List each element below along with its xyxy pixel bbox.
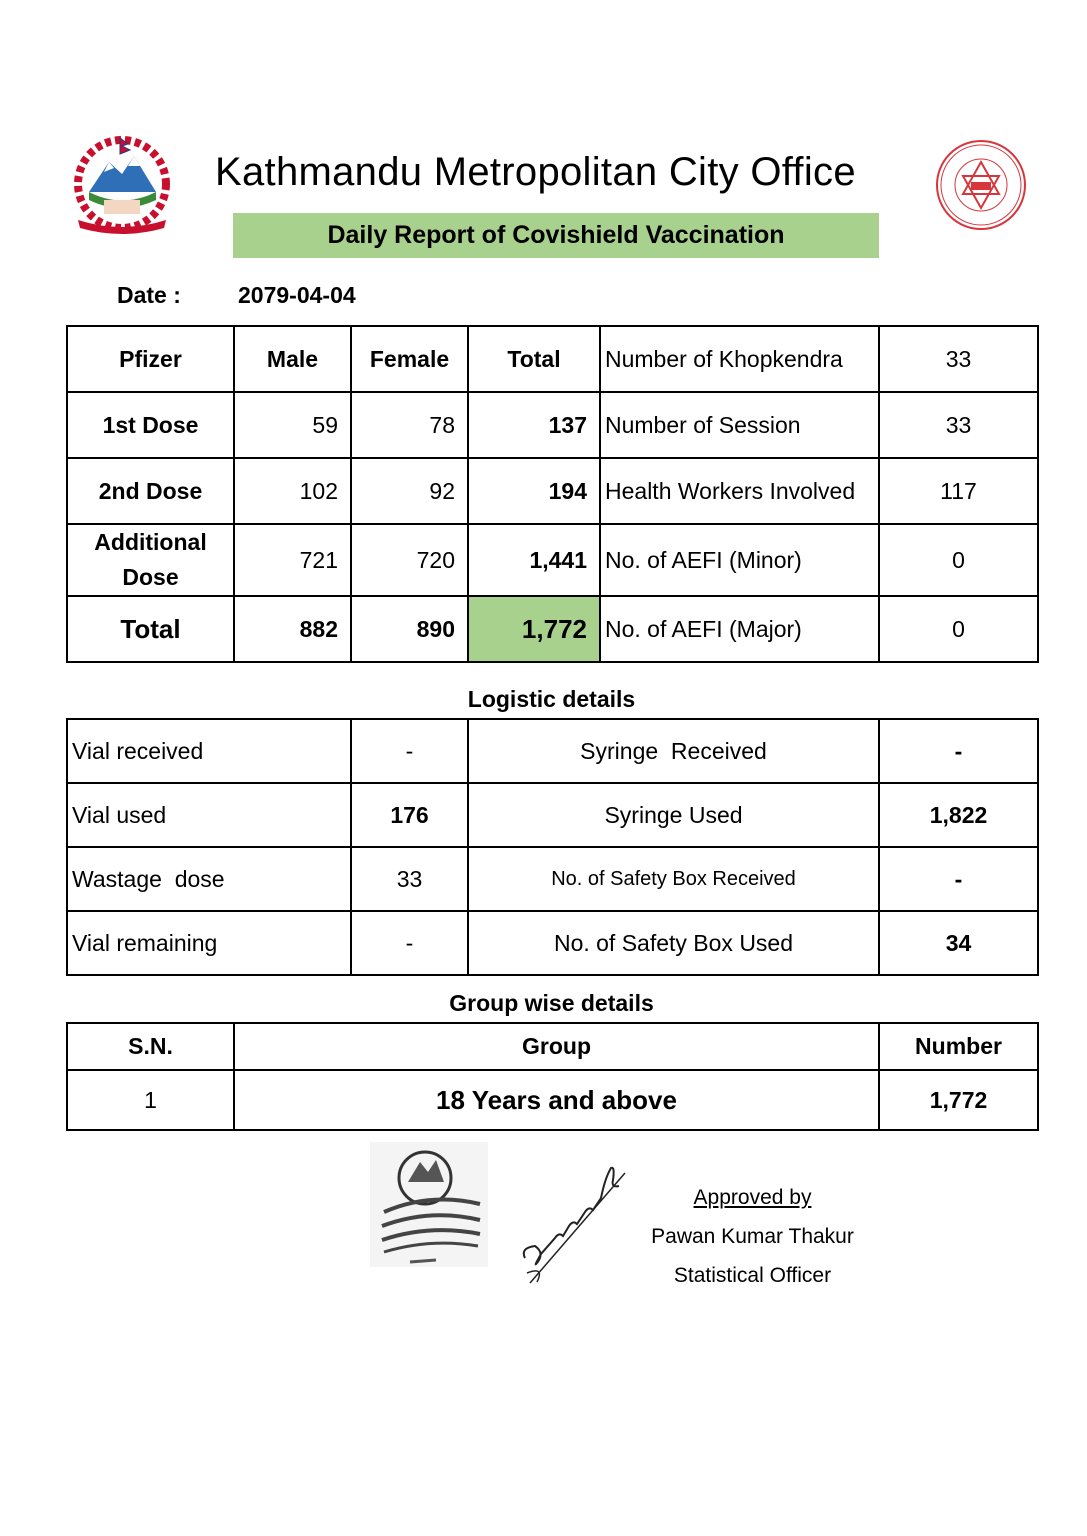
approval-block	[640, 1178, 865, 1295]
logistic-value: 1,822	[879, 783, 1038, 847]
column-header: S.N.	[67, 1023, 234, 1070]
groups-table	[66, 1022, 1039, 1131]
nepal-emblem-icon	[64, 134, 180, 234]
groups-title: Group wise details	[449, 990, 654, 1016]
stat-label: Number of Session	[600, 392, 879, 458]
logistics-title: Logistic details	[467, 686, 636, 712]
dose-label: Total	[67, 596, 234, 662]
stat-label: No. of AEFI (Minor)	[600, 524, 879, 596]
table-row	[67, 719, 1038, 783]
logistic-value: -	[351, 719, 468, 783]
number-value: 1,772	[879, 1070, 1038, 1130]
table-row	[67, 1070, 1038, 1130]
male-value: 882	[234, 596, 351, 662]
report-subtitle: Daily Report of Covishield Vaccination	[233, 213, 879, 258]
column-header: Number	[879, 1023, 1038, 1070]
vaccination-table	[66, 325, 1039, 663]
table-row	[67, 911, 1038, 975]
male-value: 102	[234, 458, 351, 524]
logistic-label: No. of Safety Box Received	[468, 847, 879, 911]
female-value: 720	[351, 524, 468, 596]
group-value: 18 Years and above	[234, 1070, 879, 1130]
approved-by-label: Approved by	[693, 1186, 812, 1209]
kathmandu-metropolitan-seal-icon	[933, 138, 1029, 232]
stat-value: 33	[879, 392, 1038, 458]
stat-label: No. of AEFI (Major)	[600, 596, 879, 662]
column-header: Male	[234, 326, 351, 392]
table-header-row	[67, 326, 1038, 392]
dose-label: 1st Dose	[67, 392, 234, 458]
stat-value: 0	[879, 524, 1038, 596]
column-header: Pfizer	[67, 326, 234, 392]
logistic-value: 176	[351, 783, 468, 847]
page-title: Kathmandu Metropolitan City Office	[215, 150, 856, 194]
logistic-label: Vial remaining	[67, 911, 351, 975]
logistic-label: Vial used	[67, 783, 351, 847]
logistic-value: 34	[879, 911, 1038, 975]
column-header: Total	[468, 326, 600, 392]
total-value: 1,441	[468, 524, 600, 596]
stat-value: 0	[879, 596, 1038, 662]
female-value: 78	[351, 392, 468, 458]
table-header-row	[67, 1023, 1038, 1070]
approver-name: Pawan Kumar Thakur	[651, 1225, 854, 1248]
male-value: 721	[234, 524, 351, 596]
logistic-label: No. of Safety Box Used	[468, 911, 879, 975]
logistic-value: -	[879, 719, 1038, 783]
date-label: Date :	[117, 282, 181, 308]
stat-label: Number of Khopkendra	[600, 326, 879, 392]
table-row	[67, 783, 1038, 847]
logistic-value: -	[879, 847, 1038, 911]
dose-label: Additional Dose	[67, 524, 234, 596]
date-value: 2079-04-04	[238, 282, 356, 308]
male-value: 59	[234, 392, 351, 458]
logistic-label: Syringe Used	[468, 783, 879, 847]
logistic-value: -	[351, 911, 468, 975]
logistics-table	[66, 718, 1039, 976]
signature-icon	[515, 1158, 635, 1288]
table-row	[67, 524, 1038, 596]
office-stamp-icon	[370, 1142, 488, 1267]
total-value: 194	[468, 458, 600, 524]
grand-total-value: 1,772	[468, 596, 600, 662]
approver-designation: Statistical Officer	[673, 1264, 832, 1287]
total-value: 137	[468, 392, 600, 458]
table-row	[67, 392, 1038, 458]
table-total-row	[67, 596, 1038, 662]
stat-label: Health Workers Involved	[600, 458, 879, 524]
female-value: 890	[351, 596, 468, 662]
stat-value: 117	[879, 458, 1038, 524]
female-value: 92	[351, 458, 468, 524]
column-header: Group	[234, 1023, 879, 1070]
logistic-label: Vial received	[67, 719, 351, 783]
logistic-value: 33	[351, 847, 468, 911]
dose-label: 2nd Dose	[67, 458, 234, 524]
logistic-label: Syringe Received	[468, 719, 879, 783]
column-header: Female	[351, 326, 468, 392]
table-row	[67, 458, 1038, 524]
sn-value: 1	[67, 1070, 234, 1130]
logistic-label: Wastage dose	[67, 847, 351, 911]
stat-value: 33	[879, 326, 1038, 392]
table-row	[67, 847, 1038, 911]
